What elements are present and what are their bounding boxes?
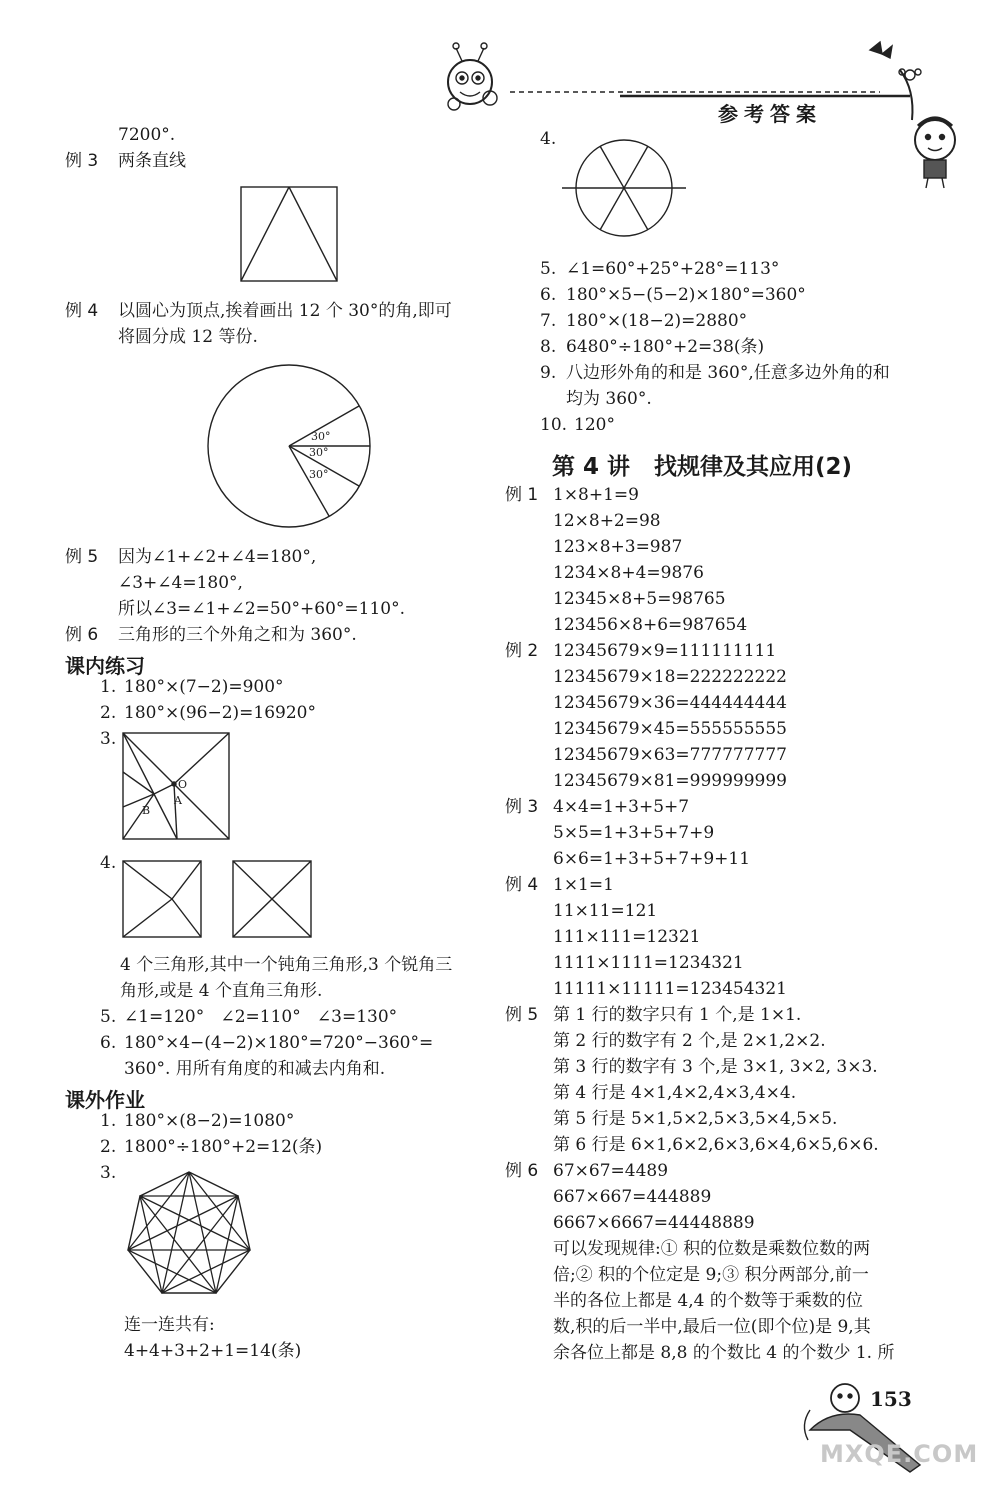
classwork-q4-num: 4.: [100, 853, 117, 873]
r-example-1-line: 12345×8+5=98765: [553, 589, 726, 609]
homework-q3-heptagon-figure: [125, 1170, 255, 1300]
classwork-q6-line1: 180°×4−(4−2)×180°=720°−360°=: [124, 1033, 434, 1053]
answer-9-line1: 八边形外角的和是 360°,任意多边外角的和: [566, 363, 890, 383]
r-example-5-line: 第 1 行的数字只有 1 个,是 1×1.: [553, 1005, 802, 1025]
r-example-4-line: 1×1=1: [553, 875, 614, 895]
r-example-2-line: 12345679×18=222222222: [553, 667, 787, 687]
angle-label: 30°: [311, 430, 331, 443]
homework-q3-line2: 4+4+3+2+1=14(条): [124, 1341, 302, 1361]
classwork-q1-num: 1.: [100, 677, 117, 697]
classwork-q2-text: 180°×(96−2)=16920°: [124, 703, 316, 723]
r-example-2-line: 12345679×63=777777777: [553, 745, 787, 765]
point-label: B: [142, 804, 151, 817]
r-example-6-line: 6667×6667=44448889: [553, 1213, 755, 1233]
answer-4-circle-figure: [562, 136, 686, 240]
r-example-6-line: 倍;② 积的个位定是 9;③ 积分两部分,前一: [553, 1265, 869, 1285]
classwork-q4-line1: 4 个三角形,其中一个钝角三角形,3 个锐角三: [120, 955, 453, 975]
r-example-1-label: 例 1: [505, 485, 539, 505]
example-4-line2: 将圆分成 12 等份.: [118, 327, 258, 347]
classwork-q1-text: 180°×(7−2)=900°: [124, 677, 284, 697]
classwork-q2-num: 2.: [100, 703, 117, 723]
homework-q2-num: 2.: [100, 1137, 117, 1157]
example-3-text: 两条直线: [118, 151, 186, 171]
classwork-q3-figure: [122, 732, 230, 840]
example-5-line2: ∠3+∠4=180°,: [118, 573, 243, 593]
classwork-q6-line2: 360°. 用所有角度的和减去内角和.: [124, 1059, 386, 1079]
example-4-line1: 以圆心为顶点,挨着画出 12 个 30°的角,即可: [118, 301, 452, 321]
angle-label: 30°: [309, 446, 329, 459]
r-example-6-line: 余各位上都是 8,8 的个数比 4 的个数少 1. 所: [553, 1343, 895, 1363]
classwork-q6-num: 6.: [100, 1033, 117, 1053]
r-example-5-line: 第 5 行是 5×1,5×2,5×3,5×4,5×5.: [553, 1109, 838, 1129]
r-example-6-line: 667×667=444889: [553, 1187, 712, 1207]
r-example-4-line: 1111×1111=1234321: [553, 953, 744, 973]
r-example-2-label: 例 2: [505, 641, 539, 661]
r-example-1-line: 12×8+2=98: [553, 511, 661, 531]
answer-8-text: 6480°÷180°+2=38(条): [566, 337, 765, 357]
answer-7-num: 7.: [540, 311, 557, 331]
homework-q1-num: 1.: [100, 1111, 117, 1131]
example-3-label: 例 3: [65, 151, 99, 171]
r-example-6-line: 数,积的后一半中,最后一位(即个位)是 9,其: [553, 1317, 871, 1337]
classwork-q4-figure-a: [122, 860, 202, 938]
example-5-label: 例 5: [65, 547, 99, 567]
page-number: 153: [870, 1387, 912, 1411]
answer-5-num: 5.: [540, 259, 557, 279]
r-example-1-line: 1×8+1=9: [553, 485, 639, 505]
homework-title: 课外作业: [65, 1088, 145, 1112]
answer-6-num: 6.: [540, 285, 557, 305]
r-example-2-line: 12345679×9=111111111: [553, 641, 777, 661]
r-example-3-line: 6×6=1+3+5+7+9+11: [553, 849, 751, 869]
classwork-q4-figure-b: [232, 860, 312, 938]
r-example-6-line: 可以发现规律:① 积的位数是乘数位数的两: [553, 1239, 871, 1259]
example-6-label: 例 6: [65, 625, 99, 645]
answer-10-num: 10.: [540, 415, 568, 435]
lecture-title: 第 4 讲 找规律及其应用(2): [552, 454, 853, 480]
r-example-5-label: 例 5: [505, 1005, 539, 1025]
r-example-2-line: 12345679×36=444444444: [553, 693, 787, 713]
r-example-3-line: 5×5=1+3+5+7+9: [553, 823, 715, 843]
r-example-3-line: 4×4=1+3+5+7: [553, 797, 690, 817]
watermark: MXQE.COM: [820, 1440, 979, 1468]
carry-over-text: 7200°.: [118, 125, 176, 145]
example-5-line1: 因为∠1+∠2+∠4=180°,: [118, 547, 317, 567]
point-label: A: [174, 794, 182, 807]
example-4-circle-figure: [205, 362, 375, 532]
r-example-1-line: 123×8+3=987: [553, 537, 683, 557]
r-example-4-line: 111×111=12321: [553, 927, 701, 947]
answer-8-num: 8.: [540, 337, 557, 357]
answer-4-num: 4.: [540, 129, 557, 149]
homework-q3-num: 3.: [100, 1163, 117, 1183]
answer-9-line2: 均为 360°.: [566, 389, 652, 409]
r-example-4-line: 11111×11111=123454321: [553, 979, 787, 999]
r-example-5-line: 第 2 行的数字有 2 个,是 2×1,2×2.: [553, 1031, 826, 1051]
example-6-text: 三角形的三个外角之和为 360°.: [118, 625, 357, 645]
butterfly-icon: [870, 42, 892, 58]
r-example-2-line: 12345679×45=555555555: [553, 719, 787, 739]
homework-q1-text: 180°×(8−2)=1080°: [124, 1111, 295, 1131]
classwork-q3-num: 3.: [100, 729, 117, 749]
example-3-figure: [240, 186, 338, 282]
r-example-5-line: 第 6 行是 6×1,6×2,6×3,6×4,6×5,6×6.: [553, 1135, 879, 1155]
r-example-6-label: 例 6: [505, 1161, 539, 1181]
girl-mascot-icon: [915, 118, 955, 188]
example-5-line3: 所以∠3=∠1+∠2=50°+60°=110°.: [118, 599, 406, 619]
r-example-1-line: 1234×8+4=9876: [553, 563, 704, 583]
r-example-3-label: 例 3: [505, 797, 539, 817]
classwork-title: 课内练习: [65, 654, 145, 678]
r-example-5-line: 第 3 行的数字有 3 个,是 3×1, 3×2, 3×3.: [553, 1057, 878, 1077]
r-example-5-line: 第 4 行是 4×1,4×2,4×3,4×4.: [553, 1083, 797, 1103]
angle-label: 30°: [309, 468, 329, 481]
r-example-2-line: 12345679×81=999999999: [553, 771, 787, 791]
answer-10-text: 120°: [574, 415, 615, 435]
r-example-4-label: 例 4: [505, 875, 539, 895]
r-example-1-line: 123456×8+6=987654: [553, 615, 748, 635]
point-label: O: [178, 778, 188, 791]
classwork-q5-num: 5.: [100, 1007, 117, 1027]
r-example-6-line: 67×67=4489: [553, 1161, 669, 1181]
answer-5-text: ∠1=60°+25°+28°=113°: [566, 259, 780, 279]
answer-9-num: 9.: [540, 363, 557, 383]
classwork-q5-text: ∠1=120° ∠2=110° ∠3=130°: [124, 1007, 398, 1027]
r-example-6-line: 半的各位上都是 4,4 的个数等于乘数的位: [553, 1291, 863, 1311]
bug-mascot-icon: [448, 43, 497, 110]
homework-q2-text: 1800°÷180°+2=12(条): [124, 1137, 323, 1157]
example-4-label: 例 4: [65, 301, 99, 321]
header-title: 参考答案: [718, 102, 822, 126]
homework-q3-line1: 连一连共有:: [124, 1315, 215, 1335]
header-decoration: [430, 40, 970, 190]
answer-7-text: 180°×(18−2)=2880°: [566, 311, 748, 331]
r-example-4-line: 11×11=121: [553, 901, 658, 921]
flower-icon: [899, 69, 921, 80]
answer-6-text: 180°×5−(5−2)×180°=360°: [566, 285, 806, 305]
classwork-q4-line2: 角形,或是 4 个直角三角形.: [120, 981, 323, 1001]
